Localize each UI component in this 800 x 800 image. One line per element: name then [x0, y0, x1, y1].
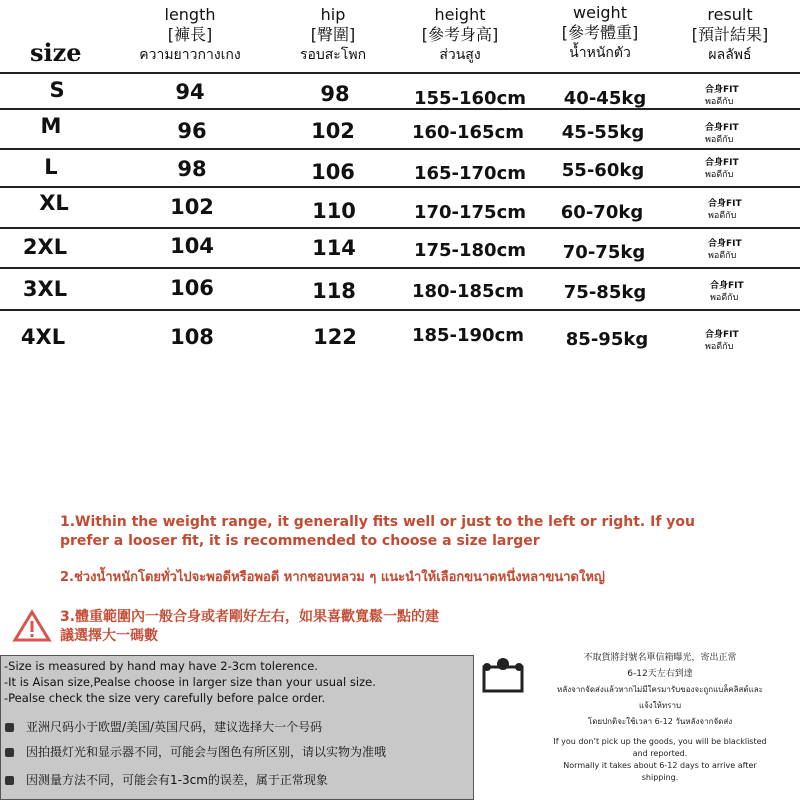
table-rule — [0, 267, 800, 269]
weight-cell: 75-85kg — [563, 282, 647, 303]
weight-cell: 55-60kg — [561, 160, 645, 181]
disclaimer-box — [0, 655, 474, 800]
fit-result-zh: 合身FIT — [708, 239, 742, 249]
height-cell: 175-180cm — [413, 240, 527, 261]
weight-header-en: weight — [573, 3, 627, 22]
fit-result-zh: 合身FIT — [705, 158, 739, 168]
hip-header-th: รอบสะโพก — [299, 47, 367, 63]
length-cell: 96 — [177, 119, 207, 143]
length-header-zh: [褲長] — [167, 25, 213, 44]
length-header-en: length — [164, 5, 216, 24]
shipping-en-2: and reported. — [632, 749, 688, 758]
disclaimer-cn-item — [5, 743, 386, 760]
height-header-zh: [參考身高] — [421, 25, 499, 44]
weight-cell: 70-75kg — [562, 242, 646, 263]
disclaimer-line: -Pealse check the size very carefully before palce order. — [4, 691, 326, 705]
weight-cell: 85-95kg — [565, 329, 649, 350]
hip-cell: 102 — [311, 119, 355, 143]
height-cell: 160-165cm — [411, 122, 525, 143]
package-icon — [478, 655, 528, 695]
note-1-line-2: prefer a looser fit, it is recommended to choose a size larger — [60, 533, 540, 549]
height-cell: 155-160cm — [413, 88, 527, 109]
size-cell: 3XL — [22, 277, 68, 301]
fit-result — [708, 238, 742, 262]
size-cell: XL — [39, 191, 69, 215]
weight-cell: 60-70kg — [560, 202, 644, 223]
note-2: 2.ช่วงน้ำหนักโดยทั่วไปจะพอดีหรือพอดี หากชอบหลวม ๆ แนะนำให้เลือกขนาดหนึ่งหลาขนาดใหญ่ — [60, 570, 605, 585]
note-1 — [60, 513, 780, 551]
note-3-line-2: 議選擇大一碼數 — [60, 628, 158, 644]
result-header — [675, 5, 785, 65]
table-rule — [0, 309, 800, 311]
shipping-en-3: Normally it takes about 6-12 days to arrive after — [563, 761, 757, 770]
height-header-en: height — [434, 5, 486, 24]
hip-cell: 122 — [313, 325, 357, 349]
fit-result-th: พอดีกับ — [710, 293, 739, 303]
fit-result-th: พอดีกับ — [705, 135, 734, 145]
size-header: size — [30, 38, 82, 67]
shipping-th-2: แจ้งให้ทราบ — [638, 701, 682, 710]
shipping-zh-2: 6-12天左右到達 — [627, 669, 693, 679]
hip-header — [268, 5, 398, 65]
fit-result — [710, 280, 744, 304]
note-3-line-1: 3.體重範圍內一般合身或者剛好左右，如果喜歡寬鬆一點的建 — [60, 609, 440, 625]
fit-result-zh: 合身FIT — [710, 281, 744, 291]
shipping-th-3: โดยปกติจะใช้เวลา 6-12 วันหลังจากจัดส่ง — [587, 717, 733, 726]
lock-icon — [5, 776, 14, 785]
length-cell: 104 — [170, 234, 214, 258]
weight-header-zh: [參考體重] — [561, 23, 639, 42]
disclaimer-cn-text: 因测量方法不同，可能会有1-3cm的误差，属于正常现象 — [26, 773, 328, 787]
warning-triangle-icon — [12, 609, 52, 643]
disclaimer-cn-item — [5, 771, 328, 788]
length-cell: 108 — [170, 325, 214, 349]
hip-header-en: hip — [320, 5, 346, 24]
fit-result-th: พอดีกับ — [705, 97, 734, 107]
fit-result — [705, 84, 739, 108]
size-cell: S — [49, 78, 65, 102]
height-header-th: ส่วนสูง — [439, 47, 481, 63]
fit-result — [705, 122, 739, 146]
height-cell: 185-190cm — [411, 325, 525, 346]
table-rule — [0, 227, 800, 229]
hip-cell: 106 — [311, 160, 355, 184]
fit-result-zh: 合身FIT — [705, 85, 739, 95]
table-rule — [0, 186, 800, 188]
result-header-en: result — [707, 5, 753, 24]
hip-cell: 114 — [312, 236, 356, 260]
shipping-zh-1: 不取貨將封號名單信箱曝光，寄出正常 — [583, 653, 737, 663]
note-1-line-1: 1.Within the weight range, it generally fits well or just to the left or right. If you — [60, 514, 695, 530]
fit-result — [708, 198, 742, 222]
result-header-zh: [預計結果] — [691, 25, 769, 44]
table-rule — [0, 148, 800, 150]
fit-result-th: พอดีกับ — [708, 211, 737, 221]
weight-header-th: น้ำหนักตัว — [569, 45, 631, 61]
note-3 — [60, 608, 480, 646]
weight-cell: 45-55kg — [561, 122, 645, 143]
size-cell: 4XL — [20, 325, 66, 349]
shipping-notice — [525, 650, 795, 784]
fit-result-th: พอดีกับ — [705, 170, 734, 180]
shipping-en-1: If you don’t pick up the goods, you will be blacklisted — [553, 737, 767, 746]
hip-header-zh: [臀圍] — [310, 25, 356, 44]
shipping-en-4: shipping. — [641, 773, 679, 782]
table-rule — [0, 72, 800, 74]
fit-result-zh: 合身FIT — [705, 123, 739, 133]
disclaimer-line: -Size is measured by hand may have 2-3cm tolerence. — [4, 659, 318, 673]
fit-result-zh: 合身FIT — [705, 330, 739, 340]
height-header — [400, 5, 520, 65]
height-cell: 170-175cm — [413, 202, 527, 223]
hip-cell: 118 — [312, 279, 356, 303]
shipping-th-1: หลังจากจัดส่งแล้วหากไม่มีใครมารับของจะถูกแบล็คลิสต์และ — [557, 685, 763, 694]
fit-result — [705, 157, 739, 181]
disclaimer-cn-text: 因拍摄灯光和显示器不同，可能会与图色有所区别，请以实物为准哦 — [26, 745, 387, 759]
length-cell: 102 — [170, 195, 214, 219]
fit-result-th: พอดีกับ — [705, 342, 734, 352]
height-cell: 165-170cm — [413, 163, 527, 184]
disclaimer-cn-text: 亚洲尺码小于欧盟/美国/英国尺码，建议选择大一个号码 — [26, 720, 323, 734]
size-cell: L — [44, 155, 58, 179]
fit-result-th: พอดีกับ — [708, 251, 737, 261]
size-cell: 2XL — [22, 235, 68, 259]
hip-cell: 110 — [312, 199, 356, 223]
length-cell: 94 — [175, 80, 205, 104]
fit-result-zh: 合身FIT — [708, 199, 742, 209]
table-rule — [0, 108, 800, 110]
weight-header — [540, 3, 660, 63]
length-cell: 98 — [177, 157, 207, 181]
fit-result — [705, 329, 739, 353]
size-cell: M — [40, 114, 62, 138]
height-cell: 180-185cm — [411, 281, 525, 302]
hip-cell: 98 — [320, 82, 350, 106]
disclaimer-line: -It is Aisan size,Pealse choose in larger size than your usual size. — [4, 675, 376, 689]
length-cell: 106 — [170, 276, 214, 300]
lock-icon — [5, 748, 14, 757]
weight-cell: 40-45kg — [563, 88, 647, 109]
disclaimer-cn-item — [5, 718, 322, 735]
result-header-th: ผลลัพธ์ — [708, 47, 752, 63]
lock-icon — [5, 723, 14, 732]
length-header — [120, 5, 260, 65]
length-header-th: ความยาวกางเกง — [139, 47, 241, 63]
